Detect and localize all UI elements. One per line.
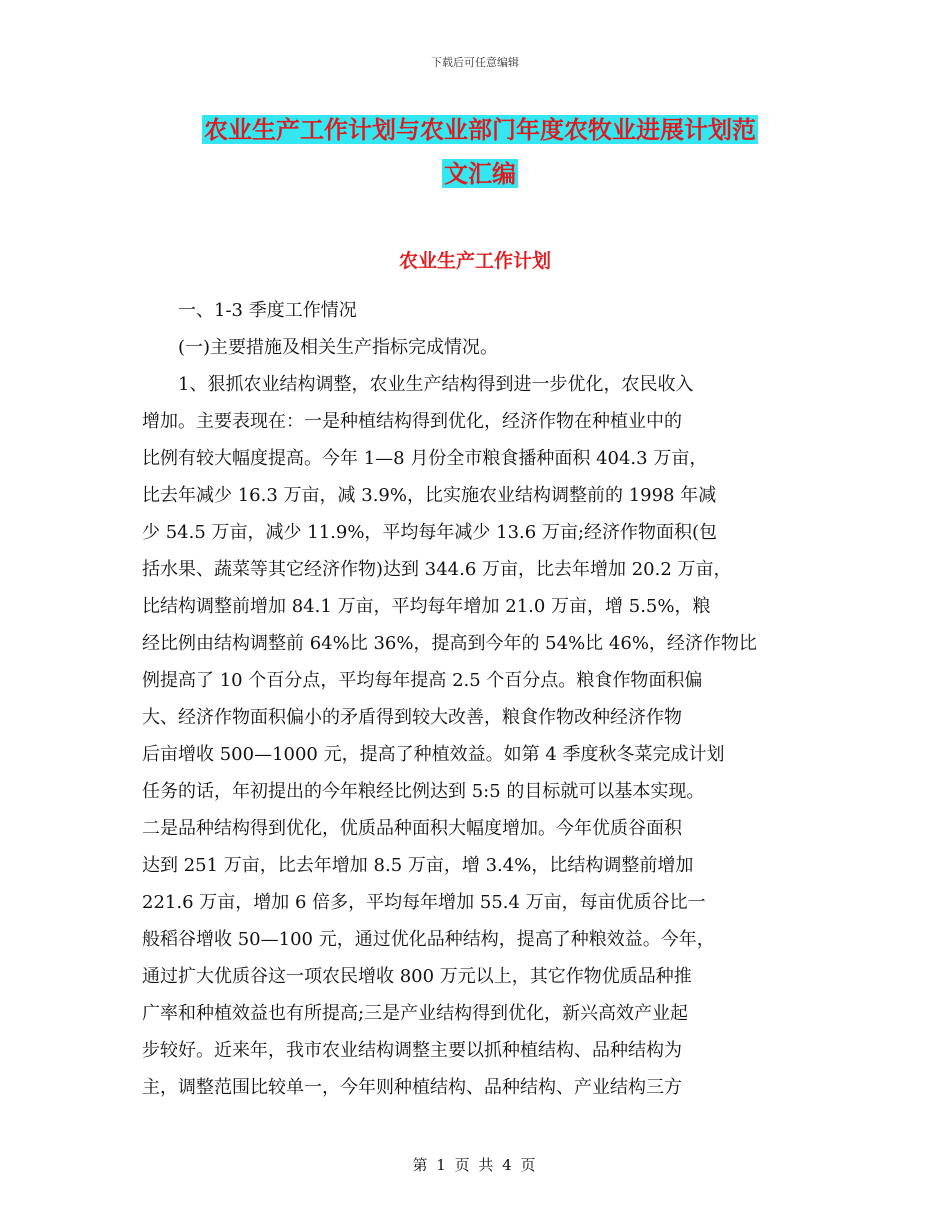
body-line: 般稻谷增收 50—100 元，通过优化品种结构，提高了种粮效益。今年， (142, 929, 715, 950)
body-line: 括水果、蔬菜等其它经济作物)达到 344.6 万亩，比去年增加 20.2 万亩， (142, 559, 732, 580)
body-line: 二是品种结构得到优化，优质品种面积大幅度增加。今年优质谷面积 (142, 818, 682, 839)
body-line: 主，调整范围比较单一，今年则种植结构、品种结构、产业结构三方 (142, 1077, 682, 1098)
body-line: 比结构调整前增加 84.1 万亩，平均每年增加 21.0 万亩，增 5.5%，粮 (142, 596, 711, 617)
body-line: 1、狠抓农业结构调整，农业生产结构得到进一步优化，农民收入 (142, 374, 694, 395)
body-line: 少 54.5 万亩，减少 11.9%，平均每年减少 13.6 万亩;经济作物面积(包 (142, 522, 718, 543)
body-line: 后亩增收 500—1000 元，提高了种植效益。如第 4 季度秋冬菜完成计划 (142, 744, 725, 765)
page-footer: 第 1 页 共 4 页 (412, 1156, 538, 1174)
section-heading: 农业生产工作计划 (398, 250, 551, 272)
body-line: 大、经济作物面积偏小的矛盾得到较大改善，粮食作物改种经济作物 (142, 707, 682, 728)
body-line: 增加。主要表现在：一是种植结构得到优化，经济作物在种植业中的 (142, 411, 682, 432)
body-text (142, 292, 812, 1106)
header-note: 下载后可任意编辑 (431, 56, 519, 69)
body-line: 221.6 万亩，增加 6 倍多，平均每年增加 55.4 万亩，每亩优质谷比一 (142, 892, 706, 913)
document-title-line-2: 文汇编 (444, 159, 516, 188)
document-title-line-1: 农业生产工作计划与农业部门年度农牧业进展计划范 (204, 115, 756, 144)
document-title (140, 108, 820, 196)
body-line: 达到 251 万亩，比去年增加 8.5 万亩，增 3.4%，比结构调整前增加 (142, 855, 694, 876)
body-line: 经比例由结构调整前 64%比 36%，提高到今年的 54%比 46%，经济作物比 (142, 633, 757, 654)
body-line: 步较好。近来年，我市农业结构调整主要以抓种植结构、品种结构为 (142, 1040, 682, 1061)
body-line: 比去年减少 16.3 万亩，减 3.9%，比实施农业结构调整前的 1998 年减 (142, 485, 717, 506)
body-line: 一、1-3 季度工作情况 (142, 300, 357, 321)
body-line: (一)主要措施及相关生产指标完成情况。 (142, 337, 499, 358)
body-line: 比例有较大幅度提高。今年 1—8 月份全市粮食播种面积 404.3 万亩， (142, 448, 708, 469)
body-line: 任务的话，年初提出的今年粮经比例达到 5:5 的目标就可以基本实现。 (142, 781, 705, 802)
body-line: 广率和种植效益也有所提高;三是产业结构得到优化，新兴高效产业起 (142, 1003, 689, 1024)
body-line: 通过扩大优质谷这一项农民增收 800 万元以上，其它作物优质品种推 (142, 966, 692, 987)
body-line: 例提高了 10 个百分点，平均每年提高 2.5 个百分点。粮食作物面积偏 (142, 670, 703, 691)
